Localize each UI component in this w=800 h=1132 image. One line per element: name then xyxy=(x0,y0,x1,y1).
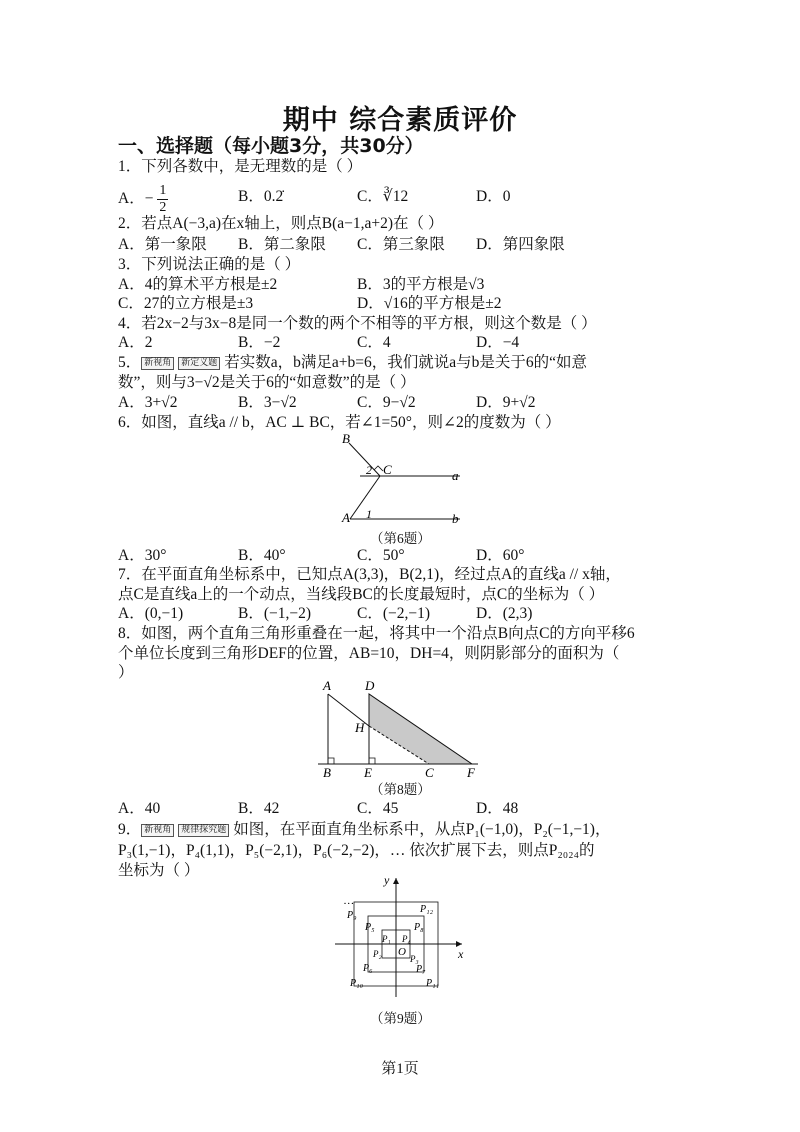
question-9-stem-line1 xyxy=(118,821,610,839)
label-p2: P₂ xyxy=(373,949,382,959)
q4-option-a: A．2 xyxy=(118,334,153,351)
q8-option-c: C．45 xyxy=(357,800,399,817)
pattern-exploration-tag: 规律探究题 xyxy=(178,824,229,837)
label-p7: P₇ xyxy=(416,964,426,975)
question-8-stem-line2: 个单位长度到三角形DEF的位置，AB=10，DH=4，则阴影部分的面积为（ xyxy=(118,645,620,662)
q2-option-c: C．第三象限 xyxy=(357,236,445,253)
q9-caption: （第9题） xyxy=(370,1011,431,1026)
q1-option-d: D．0 xyxy=(476,188,511,205)
q7-option-b: B．(−1,−2) xyxy=(238,605,312,622)
q1-a-numerator: 1 xyxy=(159,183,167,198)
label-line-a: a xyxy=(452,468,459,483)
q4-option-c: C．4 xyxy=(357,334,391,351)
label-x-axis: x xyxy=(458,947,464,961)
q9-figure xyxy=(330,872,470,1000)
q8-figure xyxy=(318,678,488,778)
q3-option-c: C．27的立方根是±3 xyxy=(118,295,254,312)
q5-stem-text: 若实数a，b满足a+b=6，我们就说a与b是关于6的“如意 xyxy=(224,354,588,371)
label-p12: P₁₂ xyxy=(420,904,434,915)
q3-option-b: B．3的平方根是√3 xyxy=(357,276,485,293)
q3-option-d: D．√16的平方根是±2 xyxy=(357,295,502,312)
label-angle-1: 1 xyxy=(366,507,372,521)
q2-option-b: B．第二象限 xyxy=(238,236,326,253)
label-p4: P₄ xyxy=(402,934,411,944)
q8-option-b: B．42 xyxy=(238,800,280,817)
q1-option-b-value: 0.2̇ xyxy=(263,188,284,205)
q7-option-d: D．(2,3) xyxy=(476,605,533,622)
page-title: 期中 综合素质评价 xyxy=(282,105,518,136)
question-9-stem-line2: P₃(1,−1)，P₄(1,1)，P₅(−2,1)，P₆(−2,−2)，… 依次扩展下去，则点P₂₀₂₄的 xyxy=(118,842,595,859)
q1-option-c-label: C． xyxy=(357,188,383,205)
section-heading: 一、选择题（每小题3分，共30分） xyxy=(118,135,424,157)
new-definition-tag: 新定义题 xyxy=(178,357,220,370)
q1-option-b-label: B． xyxy=(238,188,264,205)
question-9-stem-line3: 坐标为（ ） xyxy=(118,862,200,879)
question-3-stem: 3．下列说法正确的是（ ） xyxy=(118,256,301,273)
right-angle-e xyxy=(369,758,375,764)
label-p1: P₁ xyxy=(382,934,391,944)
q6-option-c: C．50° xyxy=(357,547,405,564)
label-p5: P₅ xyxy=(365,922,375,933)
q9-stem-text: 如图，在平面直角坐标系中，从点P₁(−1,0)，P₂(−1,−1)， xyxy=(233,821,611,838)
segment-bc xyxy=(349,443,380,476)
q5-option-c: C．9−√2 xyxy=(357,394,416,411)
q5-option-a: A．3+√2 xyxy=(118,394,178,411)
q2-option-d: D．第四象限 xyxy=(476,236,565,253)
q6-option-a: A．30° xyxy=(118,547,167,564)
q1-option-c xyxy=(357,188,408,206)
label-p6: P₆ xyxy=(363,963,373,974)
question-6-stem: 6．如图，直线a // b，AC ⊥ BC，若∠1=50°，则∠2的度数为（ ） xyxy=(118,414,561,431)
label-a: A xyxy=(323,678,331,693)
question-8-stem-line3: ） xyxy=(118,664,134,681)
label-p9: P₉ xyxy=(347,910,357,921)
q6-figure xyxy=(330,430,480,530)
label-p10: P₁₀ xyxy=(350,978,364,989)
label-ellipsis: … xyxy=(344,895,354,907)
q9-number: 9． xyxy=(118,821,142,838)
q7-option-c: C．(−2,−1) xyxy=(357,605,431,622)
right-angle-mark xyxy=(374,466,383,471)
q8-option-d: D．48 xyxy=(476,800,519,817)
question-8-stem-line1: 8．如图，两个直角三角形重叠在一起，将其中一个沿点B向点C的方向平移6 xyxy=(118,625,635,642)
label-c: C xyxy=(425,765,434,778)
label-e: E xyxy=(364,765,372,778)
page-number: 第1页 xyxy=(381,1061,419,1077)
label-angle-2: 2 xyxy=(366,463,372,477)
label-p11: P₁₁ xyxy=(426,978,440,989)
label-f: F xyxy=(467,765,475,778)
q2-option-a: A．第一象限 xyxy=(118,236,207,253)
q5-option-d: D．9+√2 xyxy=(476,394,536,411)
q5-number: 5． xyxy=(118,354,142,371)
q3-option-a: A．4的算术平方根是±2 xyxy=(118,276,278,293)
q6-caption: （第6题） xyxy=(370,531,431,546)
label-d: D xyxy=(365,678,375,693)
question-1-stem: 1．下列各数中，是无理数的是（ ） xyxy=(118,158,363,175)
q4-option-d: D．−4 xyxy=(476,334,520,351)
new-perspective-tag: 新视角 xyxy=(141,824,174,837)
y-axis-arrow xyxy=(393,878,399,884)
label-h: H xyxy=(355,720,365,735)
right-angle-b xyxy=(328,758,334,764)
question-5-stem-line2: 数”，则与3−√2是关于6的“如意数”的是（ ） xyxy=(118,374,416,391)
q5-option-b: B．3−√2 xyxy=(238,394,297,411)
label-origin: O xyxy=(398,946,406,958)
label-b-point: B xyxy=(342,431,350,446)
label-p3: P₃ xyxy=(410,954,419,964)
q1-option-a xyxy=(118,183,168,216)
q7-option-a: A．(0,−1) xyxy=(118,605,184,622)
q1-option-a-label: A．− xyxy=(118,190,154,208)
q1-a-denominator: 2 xyxy=(159,200,167,215)
segment-ac xyxy=(350,476,380,519)
label-p8: P₈ xyxy=(414,922,424,933)
label-b: B xyxy=(323,765,331,778)
label-c-point: C xyxy=(383,462,392,477)
q1-option-c-value: ∛12 xyxy=(382,188,409,205)
q4-option-b: B．−2 xyxy=(238,334,281,351)
label-a-point: A xyxy=(342,510,350,525)
question-7-stem-line2: 点C是直线a上的一个动点，当线段BC的长度最短时，点C的坐标为（ ） xyxy=(118,586,605,603)
q1-option-b xyxy=(238,188,283,206)
question-5-stem-line1 xyxy=(118,354,587,372)
q6-option-b: B．40° xyxy=(238,547,286,564)
label-line-b: b xyxy=(452,511,459,526)
label-y-axis: y xyxy=(384,873,390,887)
question-7-stem-line1: 7．在平面直角坐标系中，已知点A(3,3)，B(2,1)，经过点A的直线a // x轴， xyxy=(118,566,621,583)
q8-caption: （第8题） xyxy=(370,782,431,797)
question-2-stem: 2．若点A(−3,a)在x轴上，则点B(a−1,a+2)在（ ） xyxy=(118,215,444,232)
new-perspective-tag: 新视角 xyxy=(141,357,174,370)
q8-option-a: A．40 xyxy=(118,800,161,817)
question-4-stem: 4．若2x−2与3x−8是同一个数的两个不相等的平方根，则这个数是（ ） xyxy=(118,315,597,332)
q6-option-d: D．60° xyxy=(476,547,525,564)
